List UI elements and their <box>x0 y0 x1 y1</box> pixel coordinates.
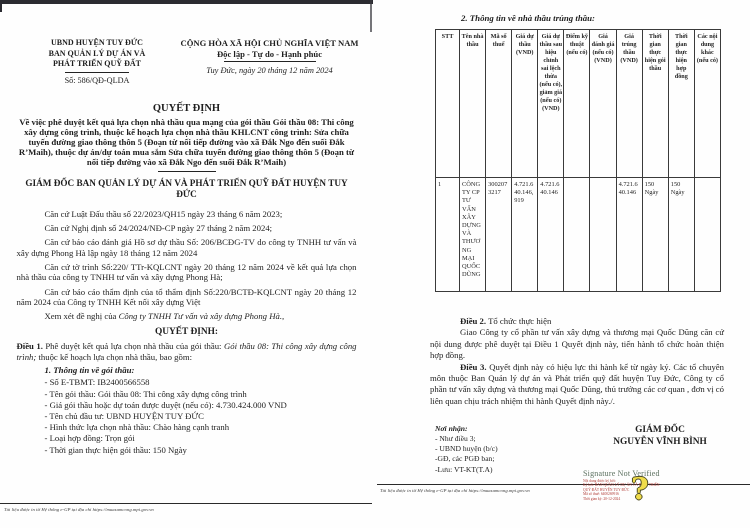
header-rule <box>224 61 316 62</box>
winning-bidder-table <box>435 29 721 292</box>
legal-basis-paragraph: Căn cứ báo cáo thẩm định của tổ thẩm định Số:220/BCTĐ-KQLCNT ngày 20 tháng 12 năm 2024 của Công ty TNHH Kết nối xây dựng Việt <box>16 286 357 308</box>
package-info-list <box>17 377 357 455</box>
table-row <box>436 178 721 292</box>
cell-contract-duration: 150 Ngày <box>668 178 694 292</box>
egp-footer-text: Tài liệu được in từ Hệ thống e-GP tại địa chỉ https://muasamcong.mpi.gov.vn <box>380 488 530 493</box>
column-header: Giá trúng thầu (VND) <box>616 30 642 178</box>
article-2-body: Giao Công ty cổ phần tư vấn xây dựng và thương mại Quốc Dũng căn cứ nội dung được phê duyệt tại Điều 1 Quyết định này, tiến hành tổ chức hoàn thiện hợp đồng. <box>430 327 724 361</box>
table-header-row <box>436 30 721 178</box>
article-2-heading <box>430 316 724 327</box>
cell-technical-score <box>564 178 590 292</box>
proposal-company: Công ty TNHH Tư vấn và xây dựng Phong Hà., <box>118 311 285 322</box>
legal-basis-paragraph: Căn cứ Nghị định số 24/2024/NĐ-CP ngày 27 tháng 2 năm 2024; <box>44 223 273 234</box>
recipients-label: Nơi nhận: <box>435 424 468 433</box>
recipients-block <box>435 424 498 475</box>
document-number: Số: 586/QĐ-QLDA <box>64 75 130 85</box>
recipient-item: -Lưu: VT-KT(T.A) <box>435 464 493 474</box>
package-info-item: - Tên chủ đầu tư: UBND HUYỆN TUY ĐỨC <box>44 411 204 422</box>
signer-block <box>577 424 743 448</box>
director-heading: GIÁM ĐỐC BAN QUẢN LÝ DỰ ÁN VÀ PHÁT TRIỂN QUỸ ĐẤT HUYỆN TUY ĐỨC <box>25 178 348 199</box>
legal-basis-paragraph: Căn cứ báo cáo đánh giá Hồ sơ dự thầu Số: 206/BCĐG-TV do công ty TNHH tư vấn và xây dựng Phong Hà lập ngày 18 tháng 12 năm 2024 <box>16 237 357 258</box>
recipient-item: - Như điều 3; <box>435 434 476 443</box>
package-info-item: - Loại hợp đồng: Trọn gói <box>44 433 135 444</box>
column-header: Giá dự thầu (VND) <box>512 30 538 178</box>
cell-tax-code: 3002073217 <box>486 178 512 292</box>
column-header: Thời gian thực hiện hợp đồng <box>668 30 694 178</box>
cell-bid-price: 4.721.640.146,919 <box>512 178 538 292</box>
package-info-item: - Thời gian thực hiện gói thầu: 150 Ngày <box>44 444 187 455</box>
package-info-item: - Giá gói thầu hoặc dự toán được duyệt (nếu có): 4.730.424.000 VND <box>44 399 287 410</box>
cell-adjusted-price: 4.721.640.146 <box>538 178 564 292</box>
decision-title: QUYẾT ĐỊNH <box>152 103 221 114</box>
signature-detail-line: QUỸ ĐẤT HUYỆN TUY ĐỨC <box>583 487 630 492</box>
article-1-paragraph <box>17 341 357 363</box>
subtitle-rule <box>158 171 216 172</box>
legal-basis-paragraph: Căn cứ Luật Đấu thầu số 22/2023/QH15 ngày 23 tháng 6 năm 2023; <box>44 209 283 219</box>
column-header: Mã số thuế <box>486 30 512 178</box>
signature-detail-line: Ký bởi: BAN QUẢN LÝ DỰ ÁN VÀ PHÁT TRIỂN <box>583 483 660 488</box>
cell-package-duration: 150 Ngày <box>642 178 668 292</box>
recipient-item: -GĐ, các PGĐ ban; <box>435 454 495 464</box>
header-rule <box>65 72 129 73</box>
digital-signature-stamp <box>583 469 718 507</box>
cell-winning-price: 4.721.640.146 <box>616 178 642 292</box>
cell-other-content <box>694 178 720 292</box>
package-info-item: - Số E-TBMT: IB2400566558 <box>44 377 150 388</box>
column-header: Tên nhà thầu <box>460 30 486 178</box>
national-motto-line: Độc lập - Tự do - Hạnh phúc <box>216 49 323 59</box>
recipient-item: - UBND huyện (b/c) <box>435 444 498 454</box>
document-header <box>0 0 373 86</box>
document-page-2 <box>373 0 750 528</box>
article-1-tail: thuộc kế hoạch lựa chọn nhà thầu, bao gồm: <box>36 351 193 362</box>
package-info-item: - Hình thức lựa chọn nhà thầu: Chào hàng cạnh tranh <box>44 422 230 433</box>
articles-2-3-section <box>430 316 724 407</box>
section-2-heading: 2. Thông tin về nhà thầu trúng thầu: <box>461 13 595 23</box>
column-header: Thời gian thực hiện gói thầu <box>642 30 668 178</box>
decision-subtitle: Về việc phê duyệt kết quả lựa chọn nhà thầu qua mạng của gói thầu Gói thầu 08: Thi công xây dựng công trình, thuộc kế hoạch lựa chọn nhà thầu KHLCNT công trình: Sửa chữa tuyến đường giao thông thôn 5 (Đoạn từ nối tiếp đường vào xã Đắk Ngo đến suối Đắk R’Maih), thuộc dự án/dự toán mua sắm Sửa chữa tuyến đường giao thông thôn 5 (Đoạn từ nối tiếp đường vào xã Đắk Ngo đến suối Đắk R’Maih) <box>18 117 355 167</box>
question-mark-icon: ? <box>631 472 649 507</box>
article-1-package-name: Gói thầu 08: Thi công xây dựng công trình; <box>16 340 357 362</box>
cell-evaluated-price <box>590 178 616 292</box>
article-3-body: Quyết định này có hiệu lực thi hành kể từ ngày ký. Các tổ chuyên môn thuộc Ban Quản lý dự án và Phát triển quỹ đất huyện Tuy Đức, Công ty cổ phần tư vấn xây dựng và thương mại Quốc Dũng, thủ trưởng các cơ quan , đơn vị có liên quan chịu trách nhiệm thi hành Quyết định này./. <box>430 361 725 406</box>
article-3-paragraph <box>430 362 724 408</box>
column-header: Điểm kỹ thuật (nếu có) <box>564 30 590 178</box>
article-3-label: Điều 3. <box>460 361 487 372</box>
legal-basis-section <box>17 209 357 322</box>
org-line: UBND HUYỆN TUY ĐỨC <box>51 38 143 47</box>
legal-basis-paragraph: Căn cứ tờ trình Số:220/ TTr-KQLCNT ngày 20 tháng 12 năm 2024 về kết quả lựa chọn nhà thầu của công ty TNHH tư vấn và xây dựng Phong Hà; <box>16 261 357 283</box>
column-header: Giá đánh giá (nếu có) (VND) <box>590 30 616 178</box>
signature-detail-line: Nội dung được ký bởi: <box>583 479 616 483</box>
signature-details <box>583 479 718 501</box>
signature-detail-line: Thời gian ký: 20-12-2024 <box>583 496 621 501</box>
article-1-text: Phê duyệt kết quả lựa chọn nhà thầu của gói thầu: <box>42 340 224 351</box>
signature-detail-line: Mã số thuế: 6400269916 <box>583 492 619 497</box>
national-header-line: CỘNG HÒA XÃ HỘI CHỦ NGHĨA VIỆT NAM <box>180 38 359 48</box>
org-line: BAN QUẢN LÝ DỰ ÁN VÀ <box>48 48 146 58</box>
egp-footer-text: Tài liệu được in từ Hệ thống e-GP tại địa chỉ https://muasamcong.mpi.gov.vn <box>4 507 154 512</box>
issuing-org-block <box>18 38 176 86</box>
signature-status-text: Signature Not Verified <box>583 469 660 478</box>
national-motto-block <box>176 38 363 86</box>
proposal-prefix: Xem xét đề nghị của <box>44 311 119 322</box>
org-line: PHÁT TRIỂN QUỸ ĐẤT <box>53 59 141 68</box>
decree-label: QUYẾT ĐỊNH: <box>154 326 219 337</box>
document-page-1 <box>0 0 373 528</box>
package-info-item: - Tên gói thầu: Gói thầu 08: Thi công xây dựng công trình <box>44 388 247 399</box>
signer-title: GIÁM ĐỐC <box>635 425 685 435</box>
column-header: Giá dự thầu sau hiệu chỉnh sai lệch thừa (nếu có), giảm giá (nếu có) (VND) <box>538 30 564 178</box>
signer-name: NGUYỄN VĨNH BÌNH <box>613 437 707 447</box>
article-2-label: Điều 2. <box>460 316 487 326</box>
section-1-heading: 1. Thông tin về gói thầu: <box>44 365 135 376</box>
column-header: Các nội dung khác (nếu có) <box>694 30 720 178</box>
cell-contractor-name: CÔNG TY CP TƯ VẤN XÂY DỰNG VÀ THƯƠNG MẠI QUỐC DŨNG <box>460 178 486 292</box>
place-date-line: Tuy Đức, ngày 20 tháng 12 năm 2024 <box>206 66 333 75</box>
column-header: STT <box>436 30 460 178</box>
article-2-title: Tổ chức thực hiện <box>486 316 552 326</box>
cell-stt: 1 <box>436 178 460 292</box>
proposal-paragraph <box>17 311 357 322</box>
page-footer-rule <box>0 503 372 504</box>
article-1-label: Điều 1. <box>16 340 43 351</box>
